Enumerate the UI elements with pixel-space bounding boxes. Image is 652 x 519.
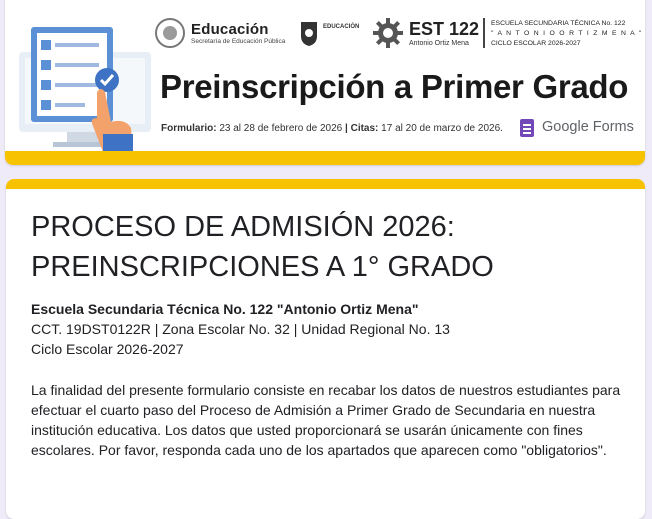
form-description-card — [6, 179, 645, 519]
nl-shield-icon — [299, 20, 319, 46]
school-name: Escuela Secundaria Técnica No. 122 "Antonio Ortiz Mena" — [31, 301, 419, 317]
form-illustration-icon — [19, 22, 159, 152]
school-cycle: Ciclo Escolar 2026-2027 — [31, 341, 184, 357]
nl-logo-text: EDUCACIÓN — [323, 24, 360, 30]
school-header-line3: CICLO ESCOLAR 2026-2027 — [491, 40, 581, 47]
sep-logo-text — [191, 21, 285, 45]
header-banner — [5, 0, 645, 165]
formulario-dates: 23 al 28 de febrero de 2026 — [219, 123, 343, 134]
banner-accent-stripe — [5, 151, 645, 165]
formulario-label: Formulario: — [161, 123, 217, 134]
institutional-logos — [155, 14, 643, 54]
school-header-line1: ESCUELA SECUNDARIA TÉCNICA No. 122 — [491, 20, 626, 27]
google-forms-icon — [520, 119, 534, 137]
gear-icon — [373, 18, 403, 48]
school-header-text — [491, 19, 642, 49]
sep-logo-subtitle: Secretaría de Educación Pública — [191, 38, 286, 45]
school-header-line2: " A N T O N I O O R T I Z M E N A " — [491, 30, 643, 37]
est-name: Antonio Ortiz Mena — [409, 40, 469, 47]
form-title: PROCESO DE ADMISIÓN 2026: PREINSCRIPCIONES A 1° GRADO — [31, 211, 494, 283]
citas-dates: 17 al 20 de marzo de 2026. — [381, 123, 503, 134]
est-logo-text — [409, 19, 479, 47]
google-forms-label: Google Forms — [542, 119, 634, 135]
card-accent-stripe — [6, 179, 645, 189]
sep-logo-title: Educación — [191, 21, 269, 38]
logo-divider — [483, 18, 485, 48]
banner-dates — [161, 123, 503, 134]
sep-seal-icon — [155, 18, 185, 48]
banner-title: Preinscripción a Primer Grado — [160, 68, 629, 105]
citas-label: Citas: — [350, 123, 379, 134]
est-number: EST 122 — [409, 19, 480, 39]
school-info: CCT. 19DST0122R | Zona Escolar No. 32 | Unidad Regional No. 13 — [31, 321, 450, 337]
dates-separator: | — [345, 123, 351, 134]
form-description: La finalidad del presente formulario consiste en recabar los datos de nuestros estudiantes para efectuar el cuarto paso del Proceso de Admisión a Primer Grado de Secundaria en nuestra institución educativa. Los datos que usted proporcionará se usarán únicamente con fines escolares. Por favor, responda cada uno de los apartados que aparecen como "obligatorios". — [31, 382, 621, 458]
